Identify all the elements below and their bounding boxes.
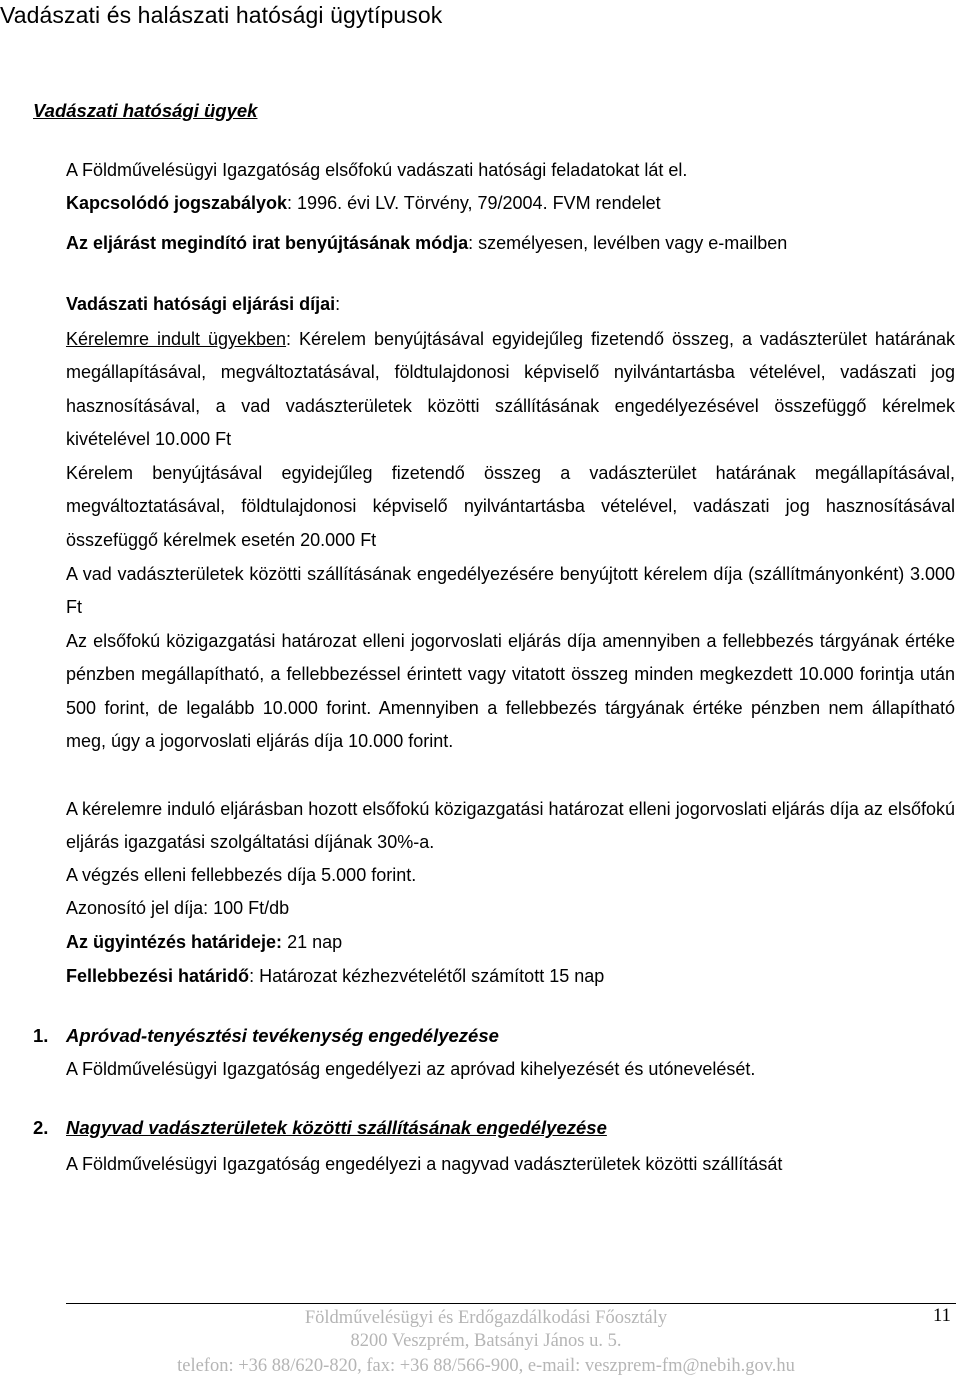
appeal-value: : Határozat kézhezvételétől számított 15 nap <box>249 966 605 986</box>
fee-request-text: : Kérelem benyújtásával egyidejűleg fizetendő összeg, a vadászterület határának megállapításával, megváltoztatásával, földtulajdonosi képviselő nyilvántartásba vételével, vadászati jog hasznosításával, a vad vadászterületek közötti szállításának engedélyezésével összefüggő kérelmek kivételével 10.000 Ft <box>66 329 955 450</box>
section-heading: Vadászati hatósági ügyek <box>33 100 258 121</box>
submission-value: : személyesen, levélben vagy e-mailben <box>468 233 788 253</box>
appeal-label: Fellebbezési határidő <box>66 966 250 986</box>
intro-text: A Földművelésügyi Igazgatóság elsőfokú vadászati hatósági feladatokat lát el. <box>66 160 688 180</box>
deadline-value: 21 nap <box>282 932 343 952</box>
page-title: Vadászati és halászati hatósági ügytípusok <box>0 2 443 28</box>
item-1-text: A Földművelésügyi Igazgatóság engedélyezi az apróvad kihelyezését és utónevelését. <box>66 1059 756 1079</box>
fee-paragraph-4: Az elsőfokú közigazgatási határozat elleni jogorvoslati eljárás díja amennyiben a fellebbezés tárgyának értéke pénzben megállapítható, a fellebbezéssel érintett vagy vitatott összeg minden megkezdett 10.000 forintja után 500 forint, de legalább 10.000 forint. Amennyiben a fellebbezés tárgyának értéke pénzben nem állapítható meg, úgy a jogorvoslati eljárás díja 10.000 forint. <box>66 631 955 752</box>
item-1-number: 1. <box>33 1025 49 1046</box>
item-2-text: A Földművelésügyi Igazgatóság engedélyezi a nagyvad vadászterületek közötti szállítását <box>66 1154 783 1174</box>
fee-paragraph-3: A vad vadászterületek közötti szállításának engedélyezésére benyújtott kérelem díja (szállítmányonként) 3.000 Ft <box>66 564 955 618</box>
fee-paragraph-2: Kérelem benyújtásával egyidejűleg fizetendő összeg a vadászterület határának megállapításával, megváltoztatásával, földtulajdonosi képviselő nyilvántartásba vételével, vadászati jog hasznosításával összefüggő kérelmek esetén 20.000 Ft <box>66 463 955 550</box>
fees-label: Vadászati hatósági eljárási díjai <box>66 294 336 314</box>
law-value: : 1996. évi LV. Törvény, 79/2004. FVM rendelet <box>287 193 661 213</box>
fee-request-label: Kérelemre indult ügyekben <box>66 329 287 349</box>
law-label: Kapcsolódó jogszabályok <box>66 193 288 213</box>
fee-paragraph-6: A végzés elleni fellebbezés díja 5.000 forint. <box>66 865 417 885</box>
fees-line <box>66 294 340 315</box>
footer-contact: telefon: +36 88/620-820, fax: +36 88/566-900, e-mail: veszprem-fm@nebih.gov.hu <box>177 1356 795 1376</box>
fee-paragraph-7: Azonosító jel díja: 100 Ft/db <box>66 898 290 918</box>
fees-colon: : <box>335 294 341 314</box>
item-2-title: Nagyvad vadászterületek közötti szállításának engedélyezése <box>66 1117 607 1138</box>
deadline-label: Az ügyintézés határideje: <box>66 932 283 952</box>
submission-label: Az eljárást megindító irat benyújtásának módja <box>66 233 469 253</box>
deadline-line <box>66 932 342 953</box>
footer-divider <box>66 1303 956 1304</box>
law-line <box>66 193 661 214</box>
fee-request-paragraph <box>66 323 955 457</box>
fee-paragraph-5: A kérelemre induló eljárásban hozott elsőfokú közigazgatási határozat elleni jogorvoslati eljárás díja az elsőfokú eljárás igazgatási szolgáltatási díjának 30%-a. <box>66 799 955 853</box>
submission-paragraph <box>66 227 955 260</box>
footer-address: 8200 Veszprém, Batsányi János u. 5. <box>350 1331 622 1351</box>
item-2-number: 2. <box>33 1117 49 1138</box>
footer-org: Földművelésügyi és Erdőgazdálkodási Főosztály <box>304 1308 668 1328</box>
appeal-line <box>66 966 604 987</box>
item-1-title: Apróvad-tenyésztési tevékenység engedélyezése <box>66 1025 499 1046</box>
page-number: 11 <box>933 1306 951 1326</box>
